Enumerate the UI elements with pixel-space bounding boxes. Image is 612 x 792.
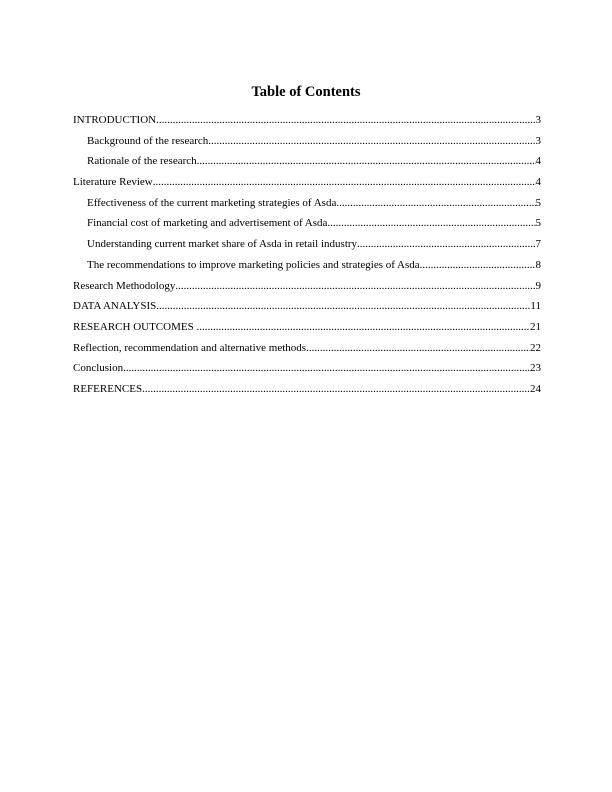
toc-dot-leader: [327, 216, 535, 230]
toc-page-number: 9: [535, 279, 541, 292]
toc-dot-leader: [306, 341, 530, 355]
toc-dot-leader: [156, 113, 535, 127]
toc-dot-leader: [196, 320, 530, 334]
toc-dot-leader: [208, 134, 535, 148]
toc-page-number: 11: [530, 300, 541, 313]
toc-entry-rationale[interactable]: [73, 154, 541, 175]
toc-dot-leader: [357, 237, 535, 251]
toc-entry-label: Literature Review: [73, 176, 153, 189]
toc-entry-label: Financial cost of marketing and advertisement of Asda: [87, 217, 328, 230]
toc-page-number: 23: [530, 362, 541, 375]
toc-page-number: 5: [535, 217, 541, 230]
toc-entry-references[interactable]: [73, 382, 541, 403]
toc-entry-label: RESEARCH OUTCOMES: [73, 320, 197, 333]
toc-entry-label: Research Methodology: [73, 279, 176, 292]
toc-dot-leader: [197, 154, 536, 168]
toc-entry-research-outcomes[interactable]: [73, 320, 541, 341]
toc-dot-leader: [123, 361, 530, 375]
toc-entry-label: Understanding current market share of Asda in retail industry: [87, 238, 358, 251]
toc-page-number: 5: [535, 196, 541, 209]
toc-dot-leader: [156, 299, 530, 313]
toc-entry-market-share[interactable]: [73, 237, 541, 258]
toc-page-number: 4: [535, 155, 541, 168]
toc-entry-label: Background of the research: [87, 134, 209, 147]
toc-entry-label: Conclusion: [73, 362, 124, 375]
toc-page-number: 21: [530, 320, 541, 333]
toc-dot-leader: [153, 175, 536, 189]
toc-entry-label: INTRODUCTION: [73, 114, 157, 126]
toc-entry-background[interactable]: [73, 134, 541, 155]
toc-title: Table of Contents: [251, 84, 361, 100]
toc-entry-label: Effectiveness of the current marketing strategies of Asda: [87, 196, 337, 209]
toc-entry-research-methodology[interactable]: [73, 279, 541, 300]
toc-entry-label: Rationale of the research: [87, 155, 197, 168]
toc-dot-leader: [175, 279, 535, 293]
toc-dot-leader: [142, 382, 530, 396]
toc-page-number: 24: [530, 382, 541, 395]
toc-dot-leader: [336, 196, 535, 210]
toc-entry-conclusion[interactable]: [73, 361, 541, 382]
toc-entry-label: Reflection, recommendation and alternative methods: [73, 341, 307, 354]
toc-entry-literature-review[interactable]: [73, 175, 541, 196]
toc-list: [73, 113, 541, 403]
toc-entry-introduction[interactable]: [73, 113, 541, 134]
toc-page-number: 22: [530, 341, 541, 354]
toc-entry-label: DATA ANALYSIS: [73, 300, 157, 313]
toc-entry-recommendations[interactable]: [73, 258, 541, 279]
toc-entry-label: REFERENCES: [73, 382, 143, 395]
toc-entry-reflection[interactable]: [73, 341, 541, 362]
toc-entry-label: The recommendations to improve marketing policies and strategies of Asda: [87, 258, 420, 271]
toc-page-number: 8: [535, 258, 541, 271]
toc-page-number: 7: [535, 238, 541, 251]
toc-entry-data-analysis[interactable]: [73, 299, 541, 320]
toc-page-number: 3: [535, 114, 541, 126]
toc-entry-effectiveness[interactable]: [73, 196, 541, 217]
toc-entry-financial-cost[interactable]: [73, 216, 541, 237]
toc-page-number: 3: [535, 134, 541, 147]
toc-dot-leader: [420, 258, 536, 272]
toc-page-number: 4: [535, 176, 541, 189]
